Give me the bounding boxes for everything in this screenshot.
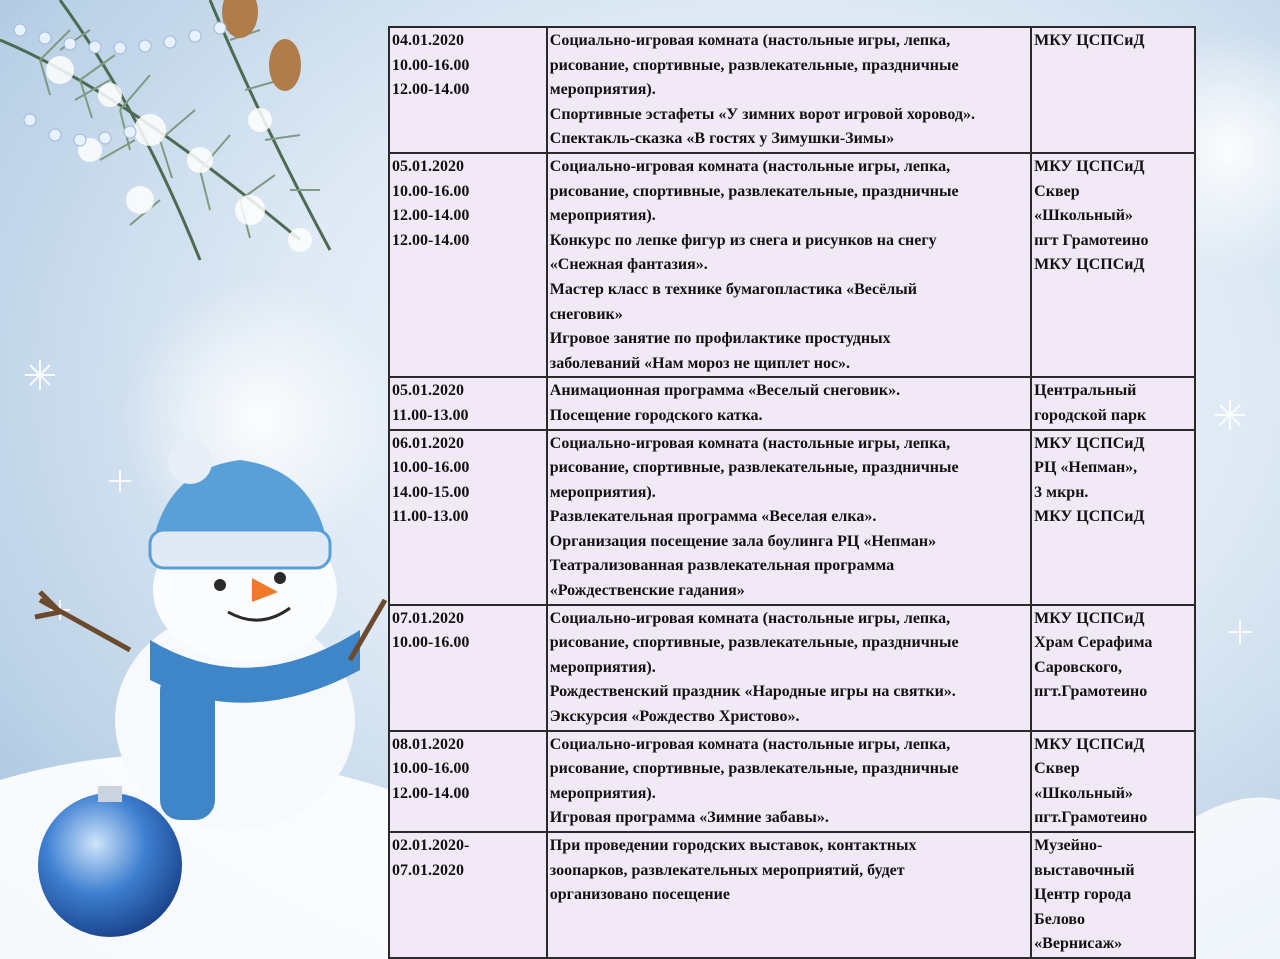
date-line: 08.01.2020: [392, 735, 464, 753]
event-line: мероприятия).: [549, 784, 656, 802]
time-line: 10.00-16.00: [392, 182, 470, 200]
place-cell: [1031, 430, 1195, 605]
bead-garland-icon: [14, 22, 226, 146]
event-line: рисование, спортивные, развлекательные, праздничные: [549, 634, 959, 652]
place-line: пгт Грамотеино: [1034, 231, 1149, 249]
table-row: [389, 153, 1195, 377]
event-line: организовано посещение: [549, 886, 730, 904]
event-line: Социально-игровая комната (настольные игры, лепка,: [549, 157, 951, 175]
event-line: снеговик»: [549, 305, 623, 323]
time-line: 11.00-13.00: [392, 508, 469, 526]
time-line: 14.00-15.00: [392, 483, 470, 501]
time-line: 12.00-14.00: [392, 207, 470, 225]
place-cell: [1031, 377, 1195, 429]
event-cell: [547, 731, 1031, 832]
time-line: 11.00-13.00: [392, 406, 469, 424]
place-cell: [1031, 153, 1195, 377]
place-line: МКУ ЦСПСиД: [1034, 32, 1145, 49]
event-line: Спортивные эстафеты «У зимних ворот игровой хоровод».: [549, 105, 975, 123]
event-schedule-table: [388, 26, 1196, 959]
place-line: Храм Серафима: [1034, 634, 1153, 652]
time-line: 10.00-16.00: [392, 56, 470, 74]
event-line: Театрализованная развлекательная программа: [549, 557, 895, 575]
event-cell: [547, 832, 1031, 958]
event-line: Социально-игровая комната (настольные игры, лепка,: [549, 735, 951, 753]
event-line: При проведении городских выставок, контактных: [549, 837, 917, 854]
table-row: [389, 605, 1195, 731]
place-line: выставочный: [1034, 861, 1135, 879]
event-line: Посещение городского катка.: [549, 406, 763, 424]
date-line: 07.01.2020: [392, 609, 464, 627]
pine-cone-icon: [222, 0, 301, 91]
event-line: мероприятия).: [549, 207, 656, 225]
date-cell: [389, 377, 547, 429]
event-line: Организация посещение зала боулинга РЦ «Непман»: [549, 532, 937, 550]
table-row: [389, 27, 1195, 153]
event-cell: [547, 27, 1031, 153]
event-line: Развлекательная программа «Веселая елка».: [549, 508, 877, 526]
table-row: [389, 430, 1195, 605]
place-line: пгт.Грамотеино: [1034, 683, 1148, 701]
date-cell: [389, 832, 547, 958]
place-line: пгт.Грамотеино: [1034, 809, 1148, 827]
place-line: «Школьный»: [1034, 784, 1133, 802]
place-line: МКУ ЦСПСиД: [1034, 434, 1145, 452]
place-line: 3 мкрн.: [1034, 483, 1089, 501]
schedule-body: [389, 27, 1195, 958]
time-line: 10.00-16.00: [392, 459, 470, 477]
event-line: зоопарков, развлекательных мероприятий, будет: [549, 861, 905, 879]
place-line: Саровского,: [1034, 658, 1123, 676]
event-line: Социально-игровая комната (настольные игры, лепка,: [549, 609, 951, 627]
event-line: рисование, спортивные, развлекательные, праздничные: [549, 760, 959, 778]
place-line: МКУ ЦСПСиД: [1034, 256, 1145, 274]
place-cell: [1031, 27, 1195, 153]
date-line: 04.01.2020: [392, 32, 464, 49]
event-line: мероприятия).: [549, 483, 656, 501]
table-row: [389, 377, 1195, 429]
place-line: МКУ ЦСПСиД: [1034, 609, 1145, 627]
place-cell: [1031, 731, 1195, 832]
place-line: городской парк: [1034, 406, 1147, 424]
event-line: Спектакль-сказка «В гостях у Зимушки-Зимы»: [549, 130, 895, 148]
event-line: Социально-игровая комната (настольные игры, лепка,: [549, 32, 951, 49]
event-line: мероприятия).: [549, 81, 656, 99]
event-cell: [547, 377, 1031, 429]
event-line: Анимационная программа «Веселый снеговик».: [549, 382, 901, 400]
date-line: 05.01.2020: [392, 157, 464, 175]
table-row: [389, 832, 1195, 958]
event-line: Рождественский праздник «Народные игры на святки».: [549, 683, 956, 701]
event-line: Игровое занятие по профилактике простудных: [549, 330, 891, 348]
table-row: [389, 731, 1195, 832]
event-line: Игровая программа «Зимние забавы».: [549, 809, 829, 827]
place-line: Белово: [1034, 910, 1085, 928]
date-cell: [389, 27, 547, 153]
event-line: мероприятия).: [549, 658, 656, 676]
time-line: 10.00-16.00: [392, 634, 470, 652]
date-cell: [389, 731, 547, 832]
time-line: 12.00-14.00: [392, 81, 470, 99]
event-line: Мастер класс в технике бумагопластика «Весёлый: [549, 280, 917, 298]
event-line: рисование, спортивные, развлекательные, праздничные: [549, 56, 959, 74]
date-line: 02.01.2020-: [392, 837, 470, 854]
date-line: 06.01.2020: [392, 434, 464, 452]
event-cell: [547, 153, 1031, 377]
date-cell: [389, 430, 547, 605]
date-cell: [389, 605, 547, 731]
place-line: «Школьный»: [1034, 207, 1133, 225]
date-line: 05.01.2020: [392, 382, 464, 400]
place-line: Сквер: [1034, 760, 1080, 778]
event-line: «Рождественские гадания»: [549, 582, 745, 600]
place-cell: [1031, 605, 1195, 731]
place-line: МКУ ЦСПСиД: [1034, 508, 1145, 526]
event-cell: [547, 605, 1031, 731]
time-line: 12.00-14.00: [392, 231, 470, 249]
place-cell: [1031, 832, 1195, 958]
event-line: Социально-игровая комната (настольные игры, лепка,: [549, 434, 951, 452]
place-line: Центральный: [1034, 382, 1137, 400]
time-line: 12.00-14.00: [392, 784, 470, 802]
place-line: Центр города: [1034, 886, 1132, 904]
event-line: рисование, спортивные, развлекательные, праздничные: [549, 182, 959, 200]
place-line: МКУ ЦСПСиД: [1034, 735, 1145, 753]
event-cell: [547, 430, 1031, 605]
event-line: Конкурс по лепке фигур из снега и рисунков на снегу: [549, 231, 937, 249]
event-line: Экскурсия «Рождество Христово».: [549, 708, 800, 726]
place-line: Сквер: [1034, 182, 1080, 200]
date-line: 07.01.2020: [392, 861, 464, 879]
event-line: «Снежная фантазия».: [549, 256, 708, 274]
date-cell: [389, 153, 547, 377]
place-line: РЦ «Непман»,: [1034, 459, 1138, 477]
place-line: «Вернисаж»: [1034, 935, 1123, 953]
time-line: 10.00-16.00: [392, 760, 470, 778]
event-line: рисование, спортивные, развлекательные, праздничные: [549, 459, 959, 477]
place-line: Музейно-: [1034, 837, 1103, 854]
event-line: заболеваний «Нам мороз не щиплет нос».: [549, 354, 851, 372]
place-line: МКУ ЦСПСиД: [1034, 157, 1145, 175]
